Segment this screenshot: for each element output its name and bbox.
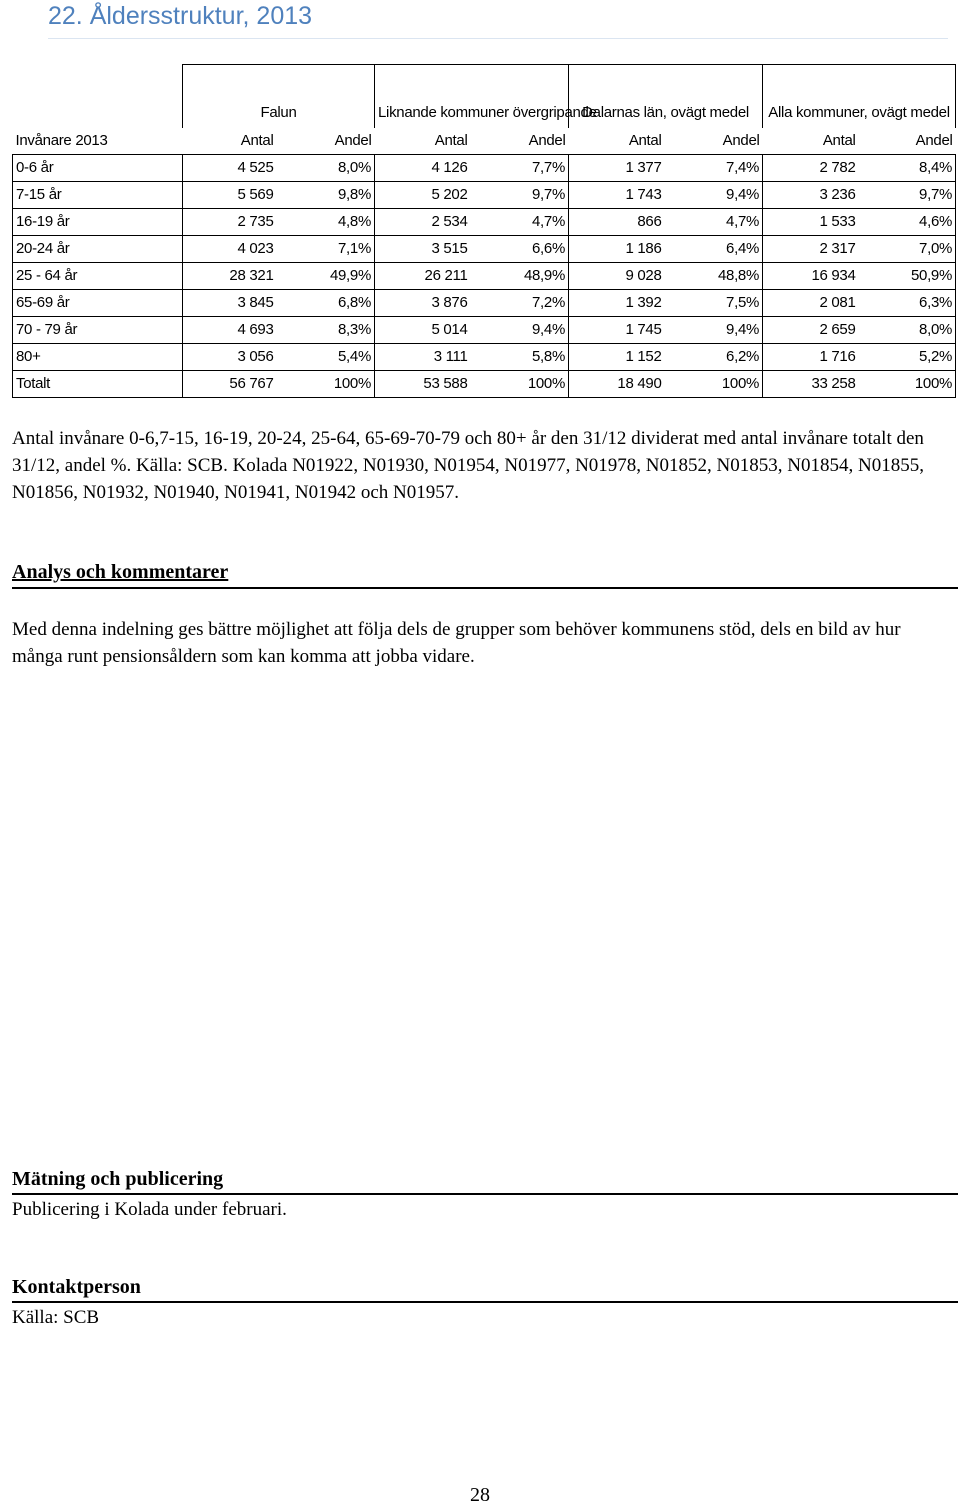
count-cell: 33 258 [763, 371, 859, 398]
page-heading: 22. Åldersstruktur, 2013 [48, 2, 313, 30]
corner-cell [13, 65, 183, 129]
group-falun: Falun [183, 65, 375, 129]
share-cell: 6,2% [665, 344, 763, 371]
table-body [13, 155, 956, 398]
share-cell: 7,5% [665, 290, 763, 317]
count-cell: 2 534 [375, 209, 471, 236]
sub-header: Andel [915, 132, 953, 149]
count-cell: 1 377 [569, 155, 665, 182]
share-cell: 5,2% [859, 344, 956, 371]
row-header: Invånare 2013 [15, 132, 108, 149]
count-cell: 4 693 [183, 317, 277, 344]
count-cell: 4 126 [375, 155, 471, 182]
count-cell: 1 743 [569, 182, 665, 209]
count-cell: 26 211 [375, 263, 471, 290]
share-cell: 50,9% [859, 263, 956, 290]
age-structure-table [12, 64, 956, 398]
share-cell: 7,0% [859, 236, 956, 263]
share-cell: 9,7% [859, 182, 956, 209]
share-cell: 4,6% [859, 209, 956, 236]
count-cell: 1 533 [763, 209, 859, 236]
measurement-text: Publicering i Kolada under februari. [12, 1199, 287, 1220]
table-row [13, 317, 956, 344]
share-cell: 8,0% [859, 317, 956, 344]
table-row [13, 209, 956, 236]
share-cell: 48,9% [471, 263, 569, 290]
page-number: 28 [470, 1484, 490, 1506]
count-cell: 56 767 [183, 371, 277, 398]
share-cell: 7,1% [277, 236, 375, 263]
count-cell: 2 081 [763, 290, 859, 317]
count-cell: 18 490 [569, 371, 665, 398]
share-cell: 8,3% [277, 317, 375, 344]
share-cell: 6,4% [665, 236, 763, 263]
share-cell: 9,8% [277, 182, 375, 209]
count-cell: 28 321 [183, 263, 277, 290]
share-cell: 5,8% [471, 344, 569, 371]
row-label: 20-24 år [13, 236, 183, 263]
row-label: 25 - 64 år [13, 263, 183, 290]
row-label: 80+ [13, 344, 183, 371]
analysis-title: Analys och kommentarer [12, 561, 229, 583]
count-cell: 3 236 [763, 182, 859, 209]
group-all-municipalities: Alla kommuner, ovägt medel [763, 65, 956, 129]
share-cell: 8,4% [859, 155, 956, 182]
row-label: 0-6 år [13, 155, 183, 182]
count-cell: 5 202 [375, 182, 471, 209]
sub-header: Antal [628, 132, 662, 149]
share-cell: 4,8% [277, 209, 375, 236]
measurement-rule [12, 1193, 958, 1195]
measurement-title: Mätning och publicering [12, 1168, 224, 1190]
share-cell: 100% [859, 371, 956, 398]
share-cell: 4,7% [471, 209, 569, 236]
contact-rule [12, 1301, 958, 1303]
share-cell: 4,7% [665, 209, 763, 236]
sub-header: Andel [528, 132, 566, 149]
count-cell: 53 588 [375, 371, 471, 398]
count-cell: 1 716 [763, 344, 859, 371]
count-cell: 4 525 [183, 155, 277, 182]
count-cell: 3 515 [375, 236, 471, 263]
table-row [13, 236, 956, 263]
table-row [13, 155, 956, 182]
count-cell: 1 186 [569, 236, 665, 263]
share-cell: 7,2% [471, 290, 569, 317]
share-cell: 9,4% [471, 317, 569, 344]
count-cell: 2 317 [763, 236, 859, 263]
table-row [13, 290, 956, 317]
row-label: 16-19 år [13, 209, 183, 236]
count-cell: 2 735 [183, 209, 277, 236]
share-cell: 9,4% [665, 317, 763, 344]
share-cell: 5,4% [277, 344, 375, 371]
table-description: Antal invånare 0-6,7-15, 16-19, 20-24, 25-64, 65-69-70-79 och 80+ år den 31/12 dividerat med antal invånare totalt den 31/12, andel %. Källa: SCB. Kolada N01922, N01930, N01954, N01977, N01978, N01852, N01853, N01854, N01855, N01856, N01932, N01940, N01941, N01942 och N01957. [12, 428, 924, 503]
count-cell: 5 014 [375, 317, 471, 344]
row-label: 70 - 79 år [13, 317, 183, 344]
analysis-rule [12, 587, 958, 589]
sub-header: Antal [240, 132, 274, 149]
contact-text: Källa: SCB [12, 1307, 100, 1328]
share-cell: 100% [277, 371, 375, 398]
count-cell: 2 659 [763, 317, 859, 344]
count-cell: 1 745 [569, 317, 665, 344]
heading-rule [48, 38, 948, 39]
count-cell: 2 782 [763, 155, 859, 182]
count-cell: 1 392 [569, 290, 665, 317]
share-cell: 100% [471, 371, 569, 398]
row-label: Totalt [13, 371, 183, 398]
sub-header: Antal [434, 132, 468, 149]
count-cell: 866 [569, 209, 665, 236]
count-cell: 9 028 [569, 263, 665, 290]
count-cell: 16 934 [763, 263, 859, 290]
count-cell: 3 111 [375, 344, 471, 371]
group-header-row [13, 65, 956, 129]
share-cell: 6,8% [277, 290, 375, 317]
count-cell: 4 023 [183, 236, 277, 263]
row-label: 7-15 år [13, 182, 183, 209]
table-row [13, 263, 956, 290]
share-cell: 6,3% [859, 290, 956, 317]
count-cell: 3 056 [183, 344, 277, 371]
sub-header: Antal [822, 132, 856, 149]
share-cell: 8,0% [277, 155, 375, 182]
share-cell: 49,9% [277, 263, 375, 290]
count-cell: 3 845 [183, 290, 277, 317]
table-row [13, 344, 956, 371]
contact-title: Kontaktperson [12, 1276, 141, 1298]
share-cell: 7,7% [471, 155, 569, 182]
row-label: 65-69 år [13, 290, 183, 317]
count-cell: 3 876 [375, 290, 471, 317]
table-row [13, 371, 956, 398]
share-cell: 9,7% [471, 182, 569, 209]
count-cell: 5 569 [183, 182, 277, 209]
share-cell: 100% [665, 371, 763, 398]
sub-header: Andel [722, 132, 760, 149]
analysis-text: Med denna indelning ges bättre möjlighet att följa dels de grupper som behöver kommunens stöd, dels en bild av hur många runt pensionsåldern som kan komma att jobba vidare. [12, 619, 901, 667]
table-row [13, 182, 956, 209]
group-similar-municipalities: Liknande kommuner övergripande [375, 65, 569, 129]
share-cell: 9,4% [665, 182, 763, 209]
group-dalarna: Dalarnas län, ovägt medel [569, 65, 763, 129]
share-cell: 48,8% [665, 263, 763, 290]
sub-header-row [13, 128, 956, 155]
sub-header: Andel [334, 132, 372, 149]
count-cell: 1 152 [569, 344, 665, 371]
share-cell: 6,6% [471, 236, 569, 263]
share-cell: 7,4% [665, 155, 763, 182]
